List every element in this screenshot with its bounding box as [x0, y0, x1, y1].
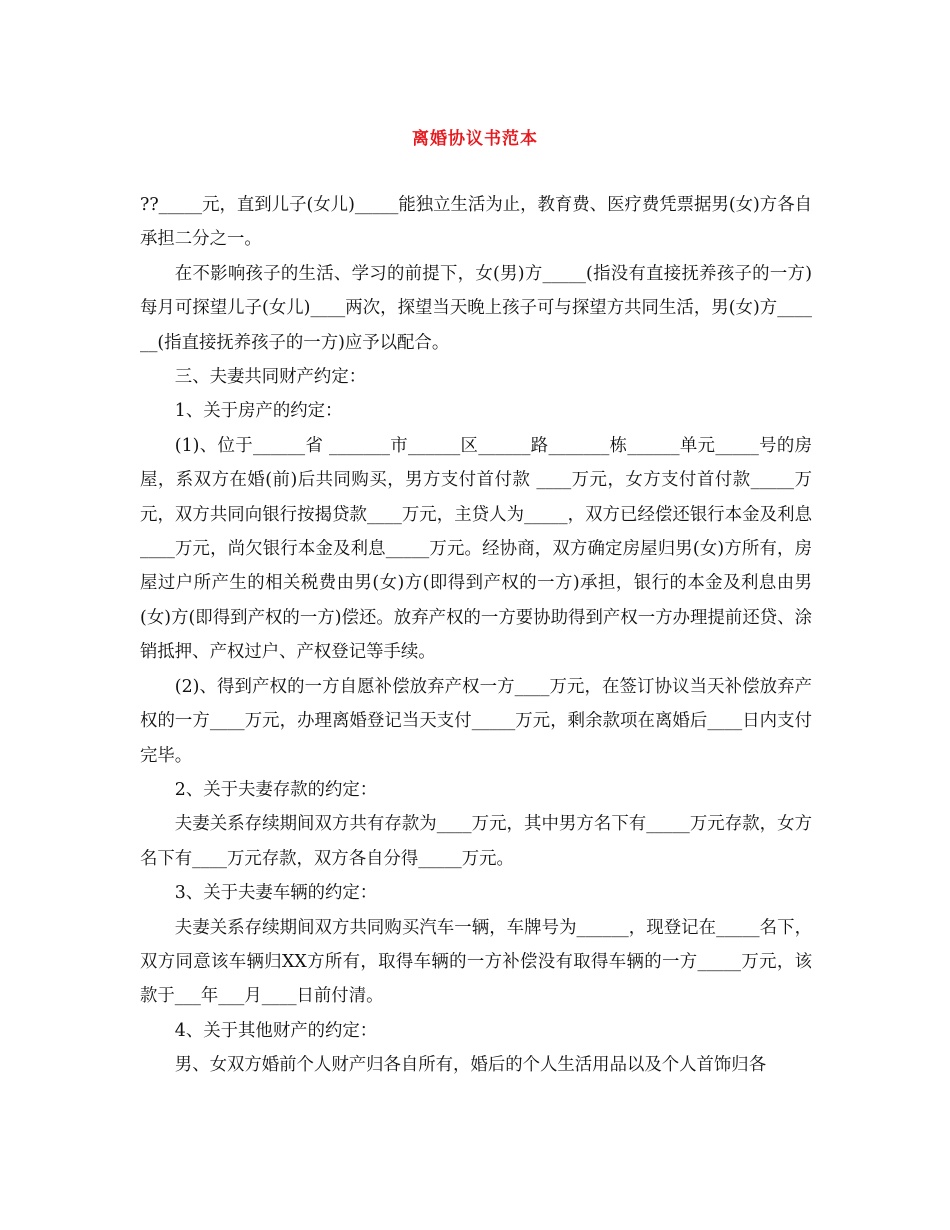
document-body	[140, 188, 812, 1083]
paragraph: ??_____元，直到儿子(女儿)_____能独立生活为止，教育费、医疗费凭票据男(女)方各自承担二分之一。	[140, 195, 812, 250]
paragraph: 在不影响孩子的生活、学习的前提下，女(男)方_____(指没有直接抚养孩子的一方)每月可探望儿子(女儿)____两次，探望当天晚上孩子可与探望方共同生活，男(女)方______(指直接抚养孩子的一方)应予以配合。	[140, 263, 812, 353]
paragraph: 夫妻关系存续期间双方共有存款为____万元，其中男方名下有_____万元存款，女方名下有____万元存款，双方各自分得_____万元。	[140, 814, 812, 869]
subsection-heading: 1、关于房产的约定：	[174, 401, 343, 422]
paragraph: 男、女双方婚前个人财产归各自所有，婚后的个人生活用品以及个人首饰归各	[174, 1055, 767, 1076]
subsection-heading: 3、关于夫妻车辆的约定：	[174, 883, 378, 904]
paragraph: (2)、得到产权的一方自愿补偿放弃产权一方____万元，在签订协议当天补偿放弃产权的一方____万元，办理离婚登记当天支付_____万元，剩余款项在离婚后____日内支付完毕。	[140, 676, 812, 766]
paragraph: (1)、位于______省 _______市______区______路_______栋______单元_____号的房屋，系双方在婚(前)后共同购买，男方支付首付款 ____万元，女方支付首付款_____万元，双方共同向银行按揭贷款____万元，主贷人为_____，双方已经偿还银行本金及利息____万元，尚欠银行本金及利息_____万元。经协商，双方确定房屋归男(女)方所有，房屋过户所产生的相关税费由男(女)方(即得到产权的一方)承担，银行的本金及利息由男(女)方(即得到产权的一方)偿还。放弃产权的一方要协助得到产权一方办理提前还贷、涂销抵押、产权过户、产权登记等手续。	[140, 435, 812, 663]
subsection-heading: 2、关于夫妻存款的约定：	[174, 779, 378, 800]
page-title: 离婚协议书范本	[412, 129, 538, 149]
section-heading: 三、夫妻共同财产约定：	[174, 367, 367, 388]
subsection-heading: 4、关于其他财产的约定：	[174, 1020, 378, 1041]
paragraph: 夫妻关系存续期间双方共同购买汽车一辆，车牌号为______，现登记在_____名下，双方同意该车辆归XX方所有，取得车辆的一方补偿没有取得车辆的一方_____万元，该款于___年___月____日前付清。	[140, 917, 812, 1007]
